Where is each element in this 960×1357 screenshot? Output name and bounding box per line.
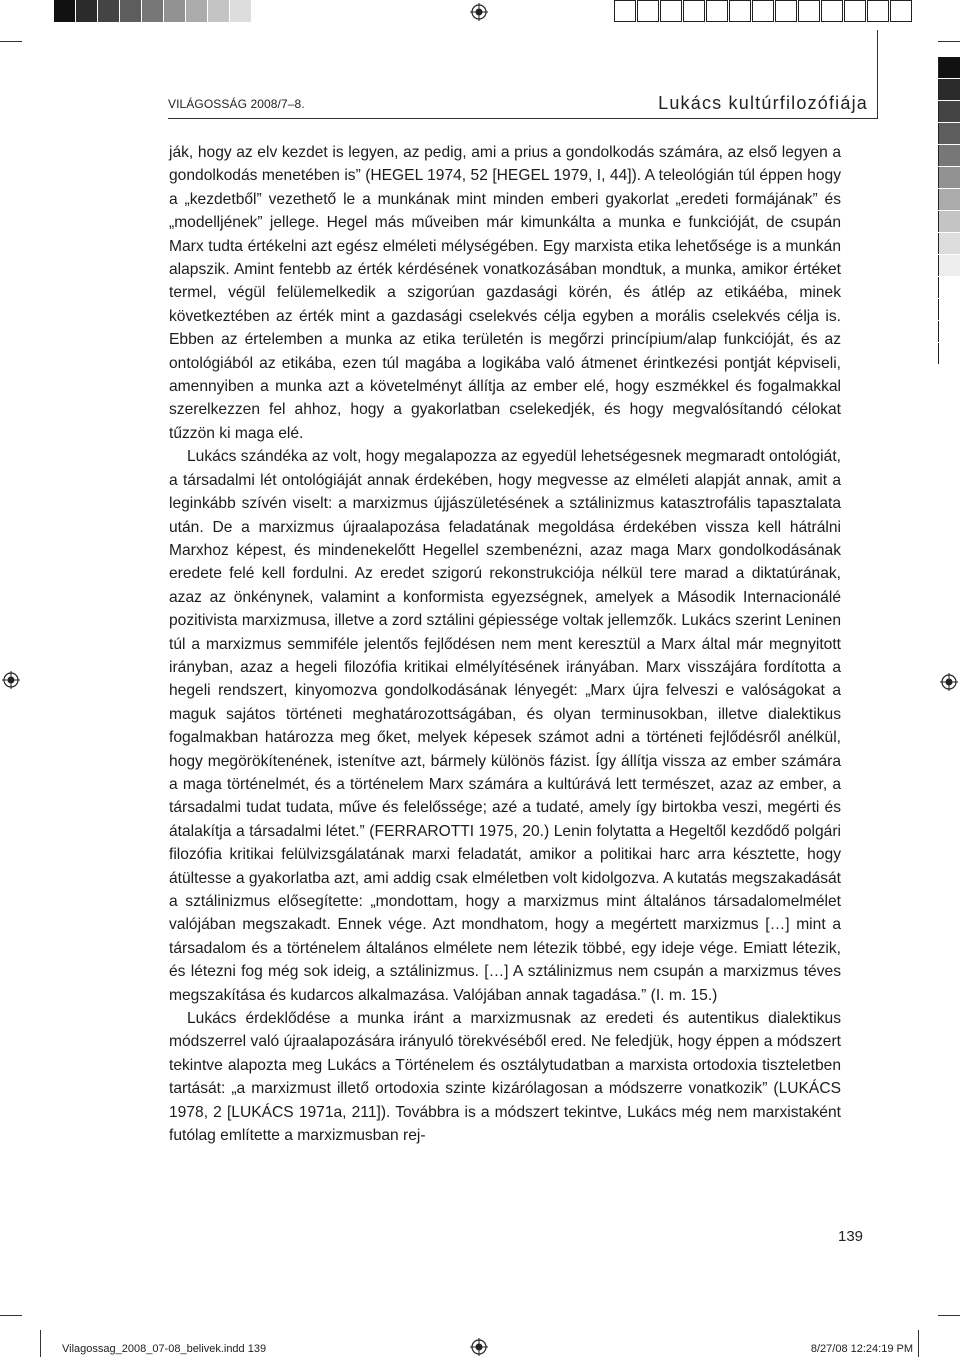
calibration-swatch xyxy=(844,0,866,22)
calibration-swatch xyxy=(938,211,960,232)
calibration-swatch xyxy=(938,101,960,122)
registration-mark-icon xyxy=(2,671,20,689)
calibration-swatch xyxy=(683,0,705,22)
calibration-swatch xyxy=(938,299,960,320)
calibration-swatch xyxy=(938,57,960,78)
calibration-swatch xyxy=(637,0,659,22)
calibration-swatch xyxy=(142,0,163,22)
calibration-swatch xyxy=(938,189,960,210)
section-title: Lukács kultúrfilozófiája xyxy=(658,93,868,113)
calibration-swatch xyxy=(164,0,185,22)
crop-mark xyxy=(938,41,960,42)
registration-mark-icon xyxy=(470,1338,488,1356)
calibration-swatch xyxy=(660,0,682,22)
crop-mark xyxy=(938,1315,960,1316)
calibration-swatch xyxy=(938,167,960,188)
calibration-swatch xyxy=(867,0,889,22)
calibration-swatch xyxy=(752,0,774,22)
footer-file-name: Vilagossag_2008_07-08_belivek.indd 139 xyxy=(62,1343,267,1355)
calibration-swatch xyxy=(798,0,820,22)
paragraph: Lukács szándéka az volt, hogy megalapozza az egyedül lehetségesnek megmaradt ontológiát, a társadalmi lét ontológiáját annak érdekében, hogy megvesse az elméleti alapját annak, amit a leginkább szívén viselt: a marxizmus újjászületésének a sztálinizmus katasztrofális tapasztalata után. De a marxizmus újraalapozása feladatának megoldása érdekében vissza kell hátrálni Marxhoz képest, és mindenekelőtt Hegellel szembenézni, azaz maga Marx gondolkodásának eredete felé kell fordulni. Az eredet szigorú rekonstrukciója nélkül tere marad a diktatúrának, azaz az önkénynek, valamint a konformista egyezségnek, amelyek a Második Internacionálé pozitivista marxizmusa, illetve a zord sztálini gépiessége voltak jellemzők. Lukács szerint Leninen túl a marxizmus semmiféle jelentős fejlődésen nem ment keresztül a Marx által már megnyitott irányban, azaz a hegeli filozófia kritikai elmélyítésének irányában. Marx visszájára fordította a hegeli rendszert, kinyomozva gondolkodásának lényegét: „Marx újra felveszi e valóságokat a maguk sajátos történeti meghatározottságában, és olyan terminusokban, illetve dialektikus fogalmakban határozza meg őket, melyek képesek számot adni a történeti fejlődésről anélkül, hogy megörökítenének, istenítve azt, bármely különös fázist. Így állítja vissza az ember számára a maga történelmét, és a történelem Marx számára a kultúrává lett természet, azaz az ember, a társadalmi tudat tudata, műve és felelőssége; azé a tudaté, amely így birtokba veszi, megérti és átalakítja a társadalmi létet.” (FERRAROTTI 1975, 20.) Lenin folytatta a Hegeltől kezdődő polgári filozófia kritikai felülvizsgálatának marxi feladatát, amikor a politikai harc arra késztette, hogy átültesse a gyakorlatba azt, ami addig csak elméletben volt kidolgozva. A kutatás megszakadását a sztálinizmus elősegítette: „mondottam, hogy a marxizmus mint általános társadalomelmélet valójában megszakadt. Ennek vége. Azt mondhatom, hogy a megértett marxizmus […] mint a társadalom és a történelem általános elmélete nem létezik többé, egy ideje vége. Emiatt létezik, és létezni fog még sok ideig, a sztálinizmus. […] A sztálinizmus nem csupán a marxizmus téves megszakítása és kudarcos alkalmazása. Valójában annak tagadása.” (I. m. 15.) xyxy=(169,448,841,1004)
calibration-swatch xyxy=(938,123,960,144)
calibration-swatch xyxy=(76,0,97,22)
crop-mark xyxy=(0,41,22,42)
crop-mark xyxy=(918,1330,919,1357)
calibration-swatch xyxy=(938,343,960,364)
paragraph: ják, hogy az elv kezdet is legyen, az pedig, ami a prius a gondolkodás számára, az első legyen a gondolkodás menetében is” (HEGEL 1974, 52 [HEGEL 1979, I, 44]). A teleológián túl éppen hogy a „kezdetből” vezethető le a munkának mint minden emberi gyakorlat „eredeti formájának” és „modelljének” jellege. Hegel más műveiben már kimunkálta a munka e funkcióját, de csupán Marx tudta értékelni azt egész elméleti mélységében. Egy marxista etika lehetősége is a munkán alapszik. Amint fentebb az érték kérdésének vonatkozásában mondtuk, a munka, amikor értéket termel, végül felülemelkedik a szigorúan gazdasági körén, és átlép az etikáéba, minek következtében az érték mint a gazdasági cselekvés célja egyben a morális cselekvés célja is. Ebben az értelemben a munka az etika területén is megőrzi princípium/alap funkcióját, és az ontológiából az etikába, ezen túl magába a logikába való átmenet érintkezési pontját képviseli, amennyiben a munka azt a követelményt állítja az ember elé, hogy eszmékkel és fogalmakkal szerelkezzen fel ahhoz, hogy a gyakorlatban cselekedjék, és hogy megvalósítandó célokat tűzzön ki maga elé. xyxy=(169,144,841,442)
side-calibration-bar xyxy=(938,57,960,365)
footer-timestamp: 8/27/08 12:24:19 PM xyxy=(810,1343,913,1355)
calibration-swatch xyxy=(821,0,843,22)
registration-mark-icon xyxy=(470,3,488,21)
calibration-swatch xyxy=(120,0,141,22)
crop-mark xyxy=(40,1330,41,1357)
calibration-swatch xyxy=(938,233,960,254)
blank-calibration-bar xyxy=(614,0,913,22)
calibration-swatch xyxy=(938,79,960,100)
calibration-swatch xyxy=(98,0,119,22)
calibration-swatch xyxy=(54,0,75,22)
calibration-swatch xyxy=(775,0,797,22)
calibration-swatch xyxy=(729,0,751,22)
calibration-swatch xyxy=(208,0,229,22)
paragraph: Lukács érdeklődése a munka iránt a marxizmusnak az eredeti és autentikus dialektikus módszerrel való újraalapozására irányuló törekvéséből ered. Ne feledjük, hogy éppen a módszert tekintve alapozta meg Lukács a Történelem és osztálytudatban a marxista ortodoxia tiszteletben tartását: „a marxizmust illető ortodoxia szinte kizárólagosan a módszerre vonatkozik” (LUKÁCS 1978, 2 [LUKÁCS 1971a, 211]). Továbbra is a módszert tekintve, Lukács még nem marxistaként futólag említette a marxizmusban rej- xyxy=(169,1010,841,1145)
calibration-swatch xyxy=(938,255,960,276)
crop-mark xyxy=(0,1315,22,1316)
calibration-swatch xyxy=(938,277,960,298)
calibration-swatch xyxy=(938,321,960,342)
calibration-swatch xyxy=(890,0,912,22)
calibration-swatch xyxy=(614,0,636,22)
header-vertical-rule xyxy=(877,30,878,119)
calibration-swatch xyxy=(230,0,251,22)
header-rule xyxy=(168,118,878,119)
journal-issue: VILÁGOSSÁG 2008/7–8. xyxy=(168,97,305,111)
color-calibration-bar xyxy=(54,0,252,22)
page-number: 139 xyxy=(838,1228,864,1245)
article-body xyxy=(169,141,841,1147)
calibration-swatch xyxy=(938,145,960,166)
registration-mark-icon xyxy=(940,673,958,691)
calibration-swatch xyxy=(186,0,207,22)
calibration-swatch xyxy=(706,0,728,22)
